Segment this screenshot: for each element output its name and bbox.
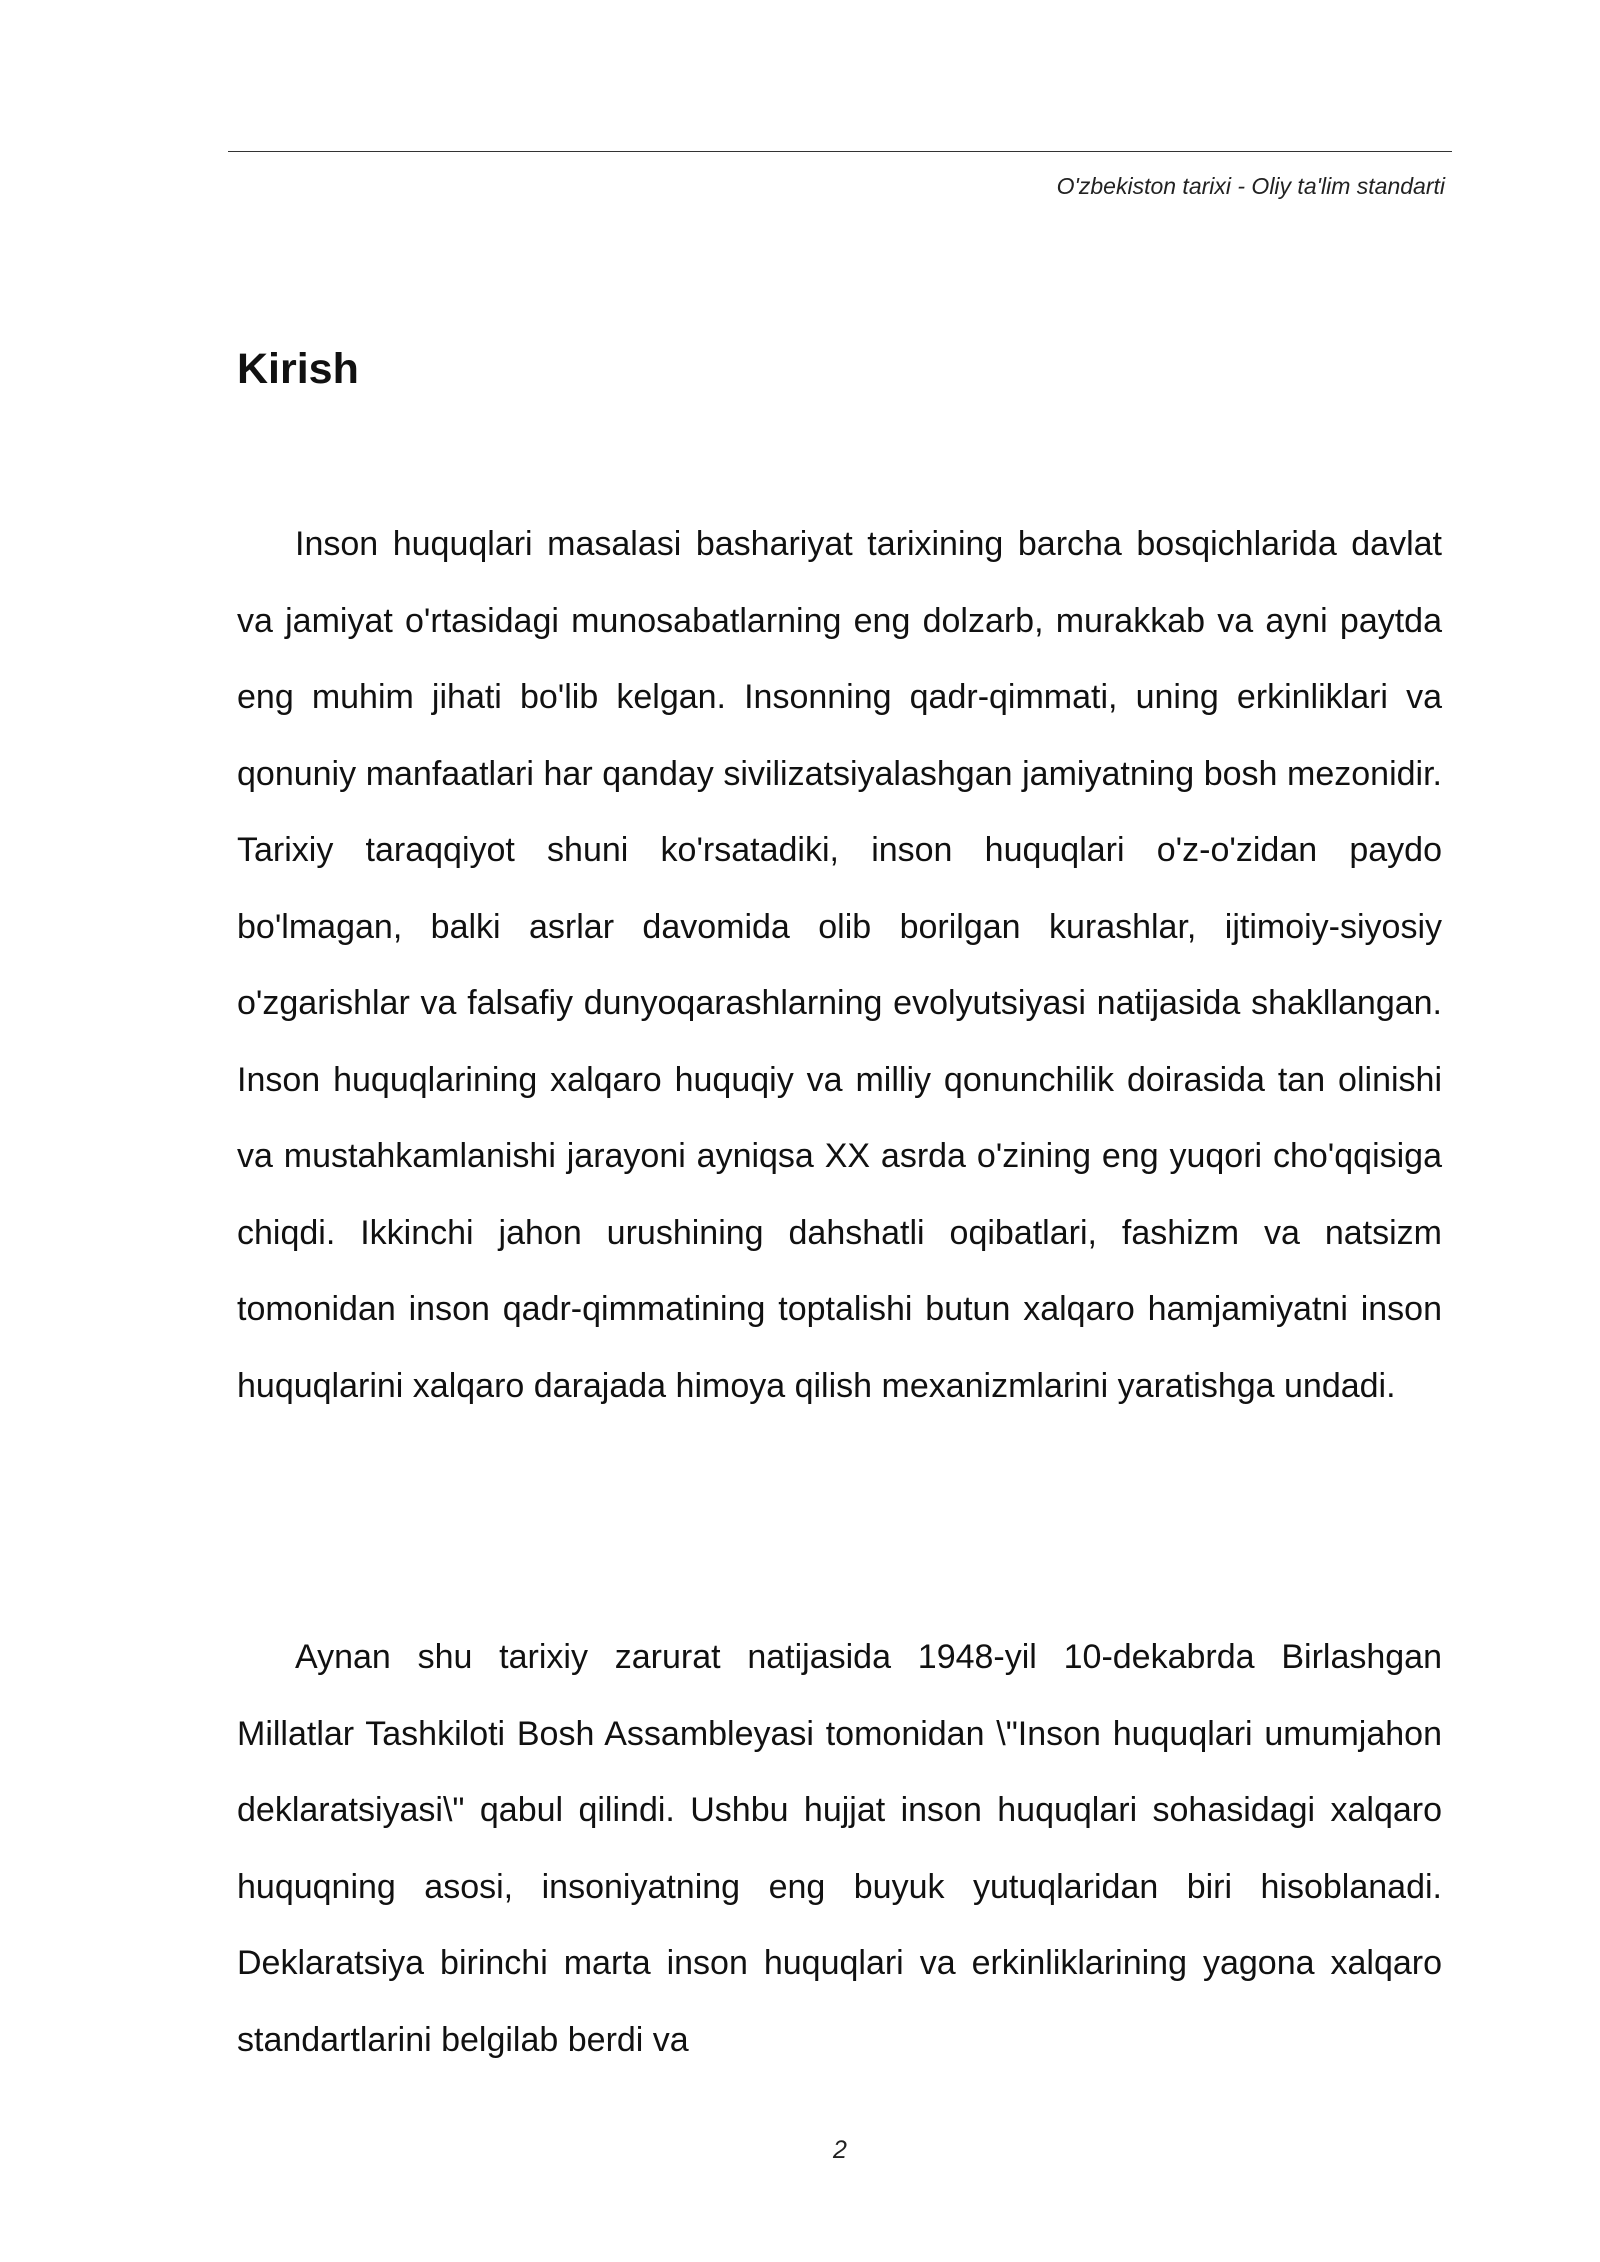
section-title: Kirish — [237, 345, 359, 393]
header-rule — [228, 151, 1452, 152]
body-paragraph-1: Inson huquqlari masalasi bashariyat tarixining barcha bosqichlarida davlat va jamiyat o'rtasidagi munosabatlarning eng dolzarb, murakkab va ayni paytda eng muhim jihati bo'lib kelgan. Insonning qadr-qimmati, uning erkinliklari va qonuniy manfaatlari har qanday sivilizatsiyalashgan jamiyatning bosh mezonidir. Tarixiy taraqqiyot shuni ko'rsatadiki, inson huquqlari o'z-o'zidan paydo bo'lmagan, balki asrlar davomida olib borilgan kurashlar, ijtimoiy-siyosiy o'zgarishlar va falsafiy dunyoqarashlarning evolyutsiyasi natijasida shakllangan. Inson huquqlarining xalqaro huquqiy va milliy qonunchilik doirasida tan olinishi va mustahkamlanishi jarayoni ayniqsa XX asrda o'zining eng yuqori cho'qqisiga chiqdi. Ikkinchi jahon urushining dahshatli oqibatlari, fashizm va natsizm tomonidan inson qadr-qimmatining toptalishi butun xalqaro hamjamiyatni inson huquqlarini xalqaro darajada himoya qilish mexanizmlarini yaratishga undadi. — [237, 525, 1442, 1405]
running-header: O'zbekiston tarixi - Oliy ta'lim standarti — [1056, 173, 1445, 199]
body-paragraph-2: Aynan shu tarixiy zarurat natijasida 1948-yil 10-dekabrda Birlashgan Millatlar Tashkiloti Bosh Assambleyasi tomonidan \"Inson huquqlari umumjahon deklaratsiyasi\" qabul qilindi. Ushbu hujjat inson huquqlari sohasidagi xalqaro huquqning asosi, insoniyatning eng buyuk yutuqlaridan biri hisoblanadi. Deklaratsiya birinchi marta inson huquqlari va erkinliklarining yagona xalqaro standartlarini belgilab berdi va — [237, 1638, 1442, 2059]
page-number: 2 — [833, 2136, 847, 2164]
